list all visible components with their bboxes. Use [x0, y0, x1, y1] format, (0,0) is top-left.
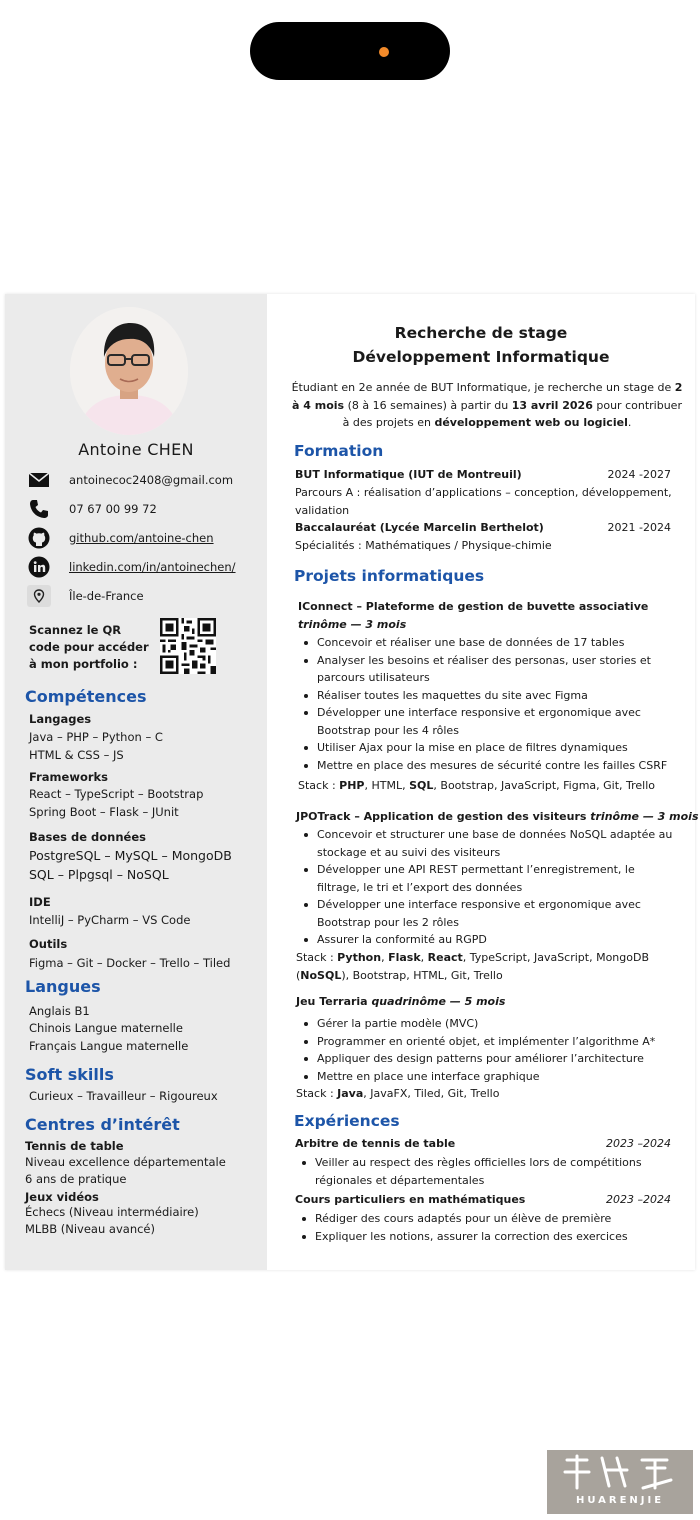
project-iconnect-stack: Stack : PHP, HTML, SQL, Bootstrap, JavaScript, Figma, Git, Trello: [298, 779, 656, 792]
dynamic-island: [250, 22, 450, 80]
experience-entry-1: Arbitre de tennis de table 2023 –2024: [295, 1137, 671, 1150]
list-item: Utiliser Ajax pour la mise en place de filtres dynamiques: [303, 739, 675, 757]
project-terraria-title: Jeu Terraria quadrinôme — 5 mois: [296, 995, 506, 1008]
tennis-line-1: Niveau excellence départementale: [25, 1155, 226, 1169]
linkedin-link[interactable]: linkedin.com/in/antoinechen/: [69, 560, 236, 574]
list-item: Veiller au respect des règles officielles lors de compétitions régionales et départementales: [301, 1154, 673, 1189]
linkedin-icon: [27, 556, 51, 578]
page-title-line-2: Développement Informatique: [352, 348, 610, 366]
list-item: Réaliser toutes les maquettes du site avec Figma: [303, 687, 675, 705]
langue-item: Anglais B1: [29, 1004, 90, 1018]
langages-line-2: HTML & CSS – JS: [29, 748, 124, 762]
phone-icon: [27, 498, 51, 520]
formation-entry-2-desc: Spécialités : Mathématiques / Physique-chimie: [295, 539, 552, 552]
intro-text: Étudiant en 2e année de BUT Informatique, je recherche un stage de 2 à 4 mois (8 à 16 semaines) à partir du 13 avril 2026 pour contribuer à des projets en développement web ou logiciel.: [291, 381, 683, 429]
camera-dot: [379, 47, 389, 57]
tennis-line-2: 6 ans de pratique: [25, 1172, 127, 1186]
list-item: Appliquer des design patterns pour améliorer l’architecture: [303, 1050, 675, 1068]
bdd-line-2: SQL – Plpgsql – NoSQL: [29, 867, 169, 882]
frameworks-subtitle: Frameworks: [29, 770, 109, 784]
list-item: Assurer la conformité au RGPD: [303, 931, 675, 949]
project-terraria-stack: Stack : Java, JavaFX, Tiled, Git, Trello: [296, 1087, 500, 1100]
contact-linkedin[interactable]: [27, 556, 236, 578]
list-item: Expliquer les notions, assurer la correction des exercices: [301, 1228, 673, 1246]
github-icon: [27, 527, 51, 549]
formation-entry-1-desc: Parcours A : réalisation d’applications – conception, développement, validation: [295, 486, 672, 517]
email-text: antoinecoc2408@gmail.com: [69, 473, 234, 487]
profile-photo: [70, 307, 188, 435]
project-iconnect-title: IConnect – Plateforme de gestion de buvette associative trinôme — 3 mois: [298, 600, 649, 631]
bdd-subtitle: Bases de données: [29, 830, 147, 844]
tennis-subtitle: Tennis de table: [25, 1139, 124, 1153]
jeux-line-2: MLBB (Niveau avancé): [25, 1222, 155, 1236]
langages-subtitle: Langages: [29, 712, 92, 726]
langages-line-1: Java – PHP – Python – C: [29, 730, 163, 744]
watermark-logo: [547, 1450, 693, 1514]
langue-item: Français Langue maternelle: [29, 1039, 189, 1053]
jeux-line-1: Échecs (Niveau intermédiaire): [25, 1205, 199, 1219]
phone-text: 07 67 00 99 72: [69, 502, 157, 516]
page-title-line-1: Recherche de stage: [394, 324, 568, 342]
outils-line-1: Figma – Git – Docker – Trello – Tiled: [29, 956, 231, 970]
formation-entry-1: BUT Informatique (IUT de Montreuil) 2024 -2027: [295, 468, 671, 481]
location-text: Île-de-France: [69, 589, 144, 603]
langues-title: Langues: [25, 977, 101, 996]
experiences-title: Expériences: [294, 1112, 400, 1130]
list-item: Concevoir et réaliser une base de données de 17 tables: [303, 634, 675, 652]
list-item: Développer une interface responsive et ergonomique avec Bootstrap pour les 4 rôles: [303, 704, 675, 739]
project-jpotrack-bullets: [303, 826, 675, 949]
list-item: Programmer en orienté objet, et implémenter l’algorithme A*: [303, 1033, 675, 1051]
cv-main: [267, 294, 699, 1270]
list-item: Développer une API REST permettant l’enregistrement, le filtrage, le tri et l’export des données: [303, 861, 675, 896]
soft-skills-text: Curieux – Travailleur – Rigoureux: [29, 1089, 218, 1103]
list-item: Mettre en place une interface graphique: [303, 1068, 675, 1086]
location-pin-icon: [27, 585, 51, 607]
formation-entry-2: Baccalauréat (Lycée Marcelin Berthelot) 2021 -2024: [295, 521, 671, 534]
jeux-subtitle: Jeux vidéos: [25, 1190, 99, 1204]
experience-entry-2: Cours particuliers en mathématiques 2023 –2024: [295, 1193, 671, 1206]
project-jpotrack-title: JPOTrack – Application de gestion des visiteurs trinôme — 3 mois: [296, 810, 699, 823]
frameworks-line-1: React – TypeScript – Bootstrap: [29, 787, 204, 801]
profile-name: Antoine CHEN: [78, 440, 194, 459]
list-item: Gérer la partie modèle (MVC): [303, 1015, 675, 1033]
project-jpotrack-stack: Stack : Python, Flask, React, TypeScript, JavaScript, MongoDB (NoSQL), Bootstrap, HTML, Git, Trello: [296, 951, 650, 982]
list-item: Concevoir et structurer une base de données NoSQL adaptée au stockage et au suivi des visiteurs: [303, 826, 675, 861]
competences-title: Compétences: [25, 687, 147, 706]
bdd-line-1: PostgreSQL – MySQL – MongoDB: [29, 848, 232, 863]
list-item: Rédiger des cours adaptés pour un élève de première: [301, 1210, 673, 1228]
ide-subtitle: IDE: [29, 895, 51, 909]
langue-item: Chinois Langue maternelle: [29, 1021, 183, 1035]
contact-github[interactable]: [27, 527, 214, 549]
list-item: Mettre en place des mesures de sécurité contre les failles CSRF: [303, 757, 675, 775]
formation-title: Formation: [294, 442, 384, 460]
cv-document: [5, 294, 699, 1270]
outils-subtitle: Outils: [29, 937, 68, 951]
qr-code[interactable]: [160, 618, 216, 674]
interets-title: Centres d’intérêt: [25, 1115, 180, 1134]
github-link[interactable]: github.com/antoine-chen: [69, 531, 214, 545]
frameworks-line-2: Spring Boot – Flask – JUnit: [29, 805, 179, 819]
experience-entry-2-bullets: [301, 1210, 673, 1245]
list-item: Développer une interface responsive et ergonomique avec Bootstrap pour les 2 rôles: [303, 896, 675, 931]
projets-title: Projets informatiques: [294, 567, 485, 585]
project-terraria-bullets: [303, 1015, 675, 1085]
experience-entry-1-bullets: [301, 1154, 673, 1189]
ide-line-1: IntelliJ – PyCharm – VS Code: [29, 913, 191, 927]
contact-phone[interactable]: [27, 498, 157, 520]
list-item: Analyser les besoins et réaliser des personas, user stories et parcours utilisateurs: [303, 652, 675, 687]
watermark-text: HUARENJIE: [575, 1495, 665, 1506]
mail-icon: [27, 469, 51, 491]
soft-skills-title: Soft skills: [25, 1065, 114, 1084]
contact-email[interactable]: [27, 469, 233, 491]
contact-location: [27, 585, 144, 607]
qr-caption: Scannez le QR code pour accéder à mon portfolio :: [29, 623, 149, 671]
cv-sidebar: [5, 294, 267, 1270]
project-iconnect-bullets: [303, 634, 675, 774]
